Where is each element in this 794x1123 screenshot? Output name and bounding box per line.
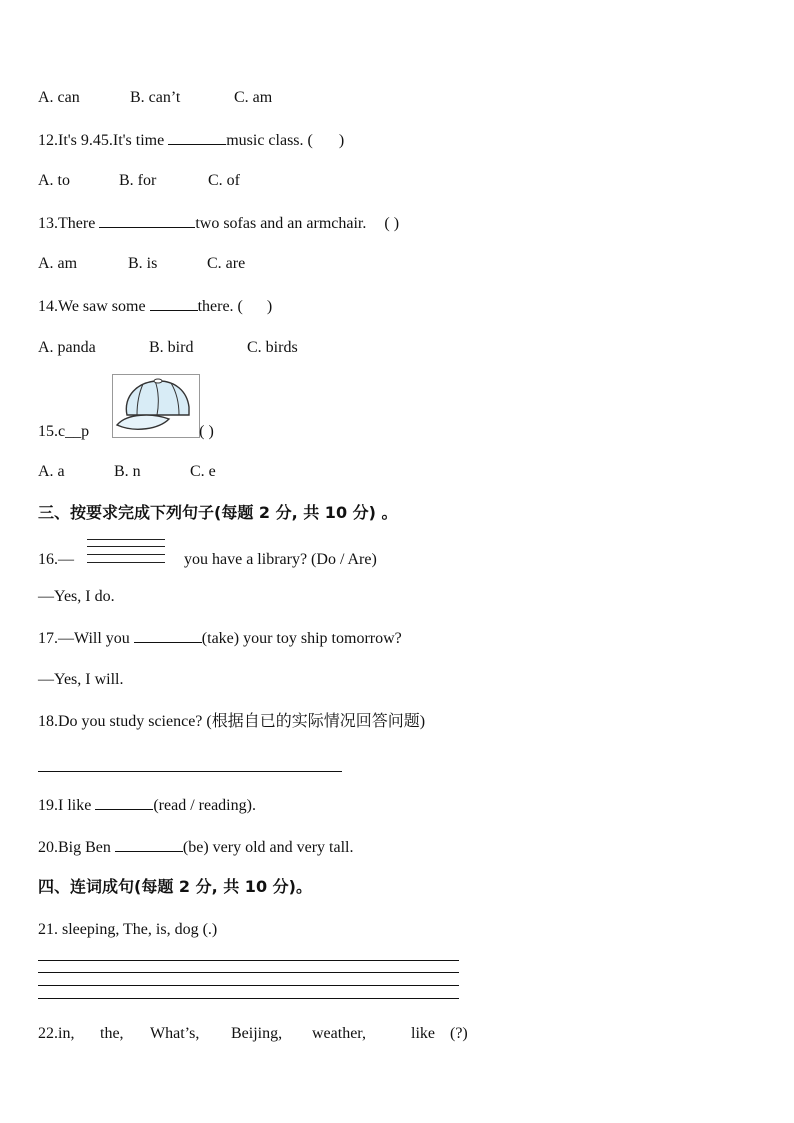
question-18	[38, 712, 425, 732]
answer-paren[interactable]: ( )	[199, 423, 214, 440]
question-21	[38, 920, 217, 940]
word-5: weather,	[312, 1025, 366, 1042]
question-text: (be) very old and very tall.	[182, 839, 354, 856]
option-b: B. bird	[149, 339, 194, 356]
word-2: the,	[100, 1025, 124, 1042]
question-19	[38, 795, 256, 816]
question-text: It's 9.45.It's time	[58, 132, 165, 149]
answer-paren[interactable]: ( )	[384, 215, 400, 232]
question-17	[38, 628, 402, 649]
question-number: 12.	[38, 132, 58, 149]
answer-blank[interactable]	[95, 795, 153, 810]
question-22	[38, 1024, 468, 1044]
option-a: A. to	[38, 172, 70, 189]
answer-line[interactable]	[38, 960, 459, 961]
question-number: 19.	[38, 797, 58, 814]
question-number: 17.	[38, 630, 58, 647]
question-20	[38, 837, 354, 858]
dash: —	[58, 551, 74, 568]
question-text: you have a library? (Do / Are)	[184, 551, 377, 568]
question-12	[38, 130, 344, 151]
question-text: There	[58, 215, 96, 232]
question-number: 21	[38, 921, 54, 938]
question-text: two sofas and an armchair.	[195, 215, 367, 232]
option-b: B. n	[114, 463, 141, 480]
q12-options	[38, 171, 240, 191]
question-number: 22.	[38, 1025, 58, 1042]
word-1: in,	[58, 1025, 75, 1042]
option-a: A. can	[38, 89, 80, 106]
question-text: (read / reading).	[153, 797, 256, 814]
question-number: 13.	[38, 215, 58, 232]
answer-blank[interactable]	[99, 213, 195, 228]
answer-line[interactable]	[38, 998, 459, 999]
option-c: C. are	[207, 255, 246, 272]
question-text: I like	[58, 797, 92, 814]
option-a: A. a	[38, 463, 65, 480]
question-14	[38, 296, 272, 317]
question-number: 16.	[38, 551, 58, 568]
option-c: C. e	[190, 463, 216, 480]
option-b: B. is	[128, 255, 158, 272]
question-text: We saw some	[58, 298, 146, 315]
q14-options	[38, 338, 298, 358]
answer-blank[interactable]	[150, 296, 198, 311]
option-c: C. am	[234, 89, 273, 106]
question-text: . sleeping, The, is, dog (.)	[54, 921, 218, 938]
question-number: 20.	[38, 839, 58, 856]
q15-options	[38, 462, 216, 482]
question-text: —Will you	[58, 630, 130, 647]
section-heading-4: 四、连词成句(每题 2 分, 共 10 分)。	[38, 877, 312, 896]
option-b: B. for	[119, 172, 157, 189]
question-text: music class. (	[226, 132, 313, 149]
question-text: Big Ben	[58, 839, 111, 856]
answer-blank[interactable]	[134, 628, 202, 643]
option-a: A. am	[38, 255, 78, 272]
question-number: 18.	[38, 713, 58, 730]
question-16	[38, 550, 377, 570]
question-13	[38, 213, 399, 234]
q16-answer: —Yes, I do.	[38, 588, 115, 605]
answer-line[interactable]	[38, 771, 342, 772]
option-c: C. birds	[247, 339, 298, 356]
word-4: Beijing,	[231, 1025, 283, 1042]
question-number: 15.	[38, 423, 58, 440]
question-text: there. (	[197, 298, 243, 315]
answer-line[interactable]	[38, 985, 459, 986]
q13-options	[38, 254, 245, 274]
answer-paren-close: )	[266, 298, 273, 315]
option-b: B. can’t	[130, 89, 181, 106]
section-heading-3: 三、按要求完成下列句子(每题 2 分, 共 10 分) 。	[38, 503, 398, 522]
question-text: (take) your toy ship tomorrow?	[201, 630, 402, 647]
question-15	[38, 422, 214, 442]
question-word: c__p	[58, 423, 90, 440]
word-7: (?)	[450, 1025, 468, 1042]
answer-blank[interactable]	[168, 130, 226, 145]
word-6: like	[411, 1025, 435, 1042]
q17-answer: —Yes, I will.	[38, 671, 124, 688]
q11-options	[38, 88, 272, 108]
answer-paren-close: )	[338, 132, 345, 149]
answer-blank[interactable]	[115, 837, 183, 852]
word-3: What’s,	[150, 1025, 200, 1042]
option-a: A. panda	[38, 339, 96, 356]
option-c: C. of	[208, 172, 240, 189]
question-text: Do you study science? (根据自已的实际情况回答问题)	[58, 713, 426, 730]
question-number: 14.	[38, 298, 58, 315]
answer-line[interactable]	[38, 972, 459, 973]
